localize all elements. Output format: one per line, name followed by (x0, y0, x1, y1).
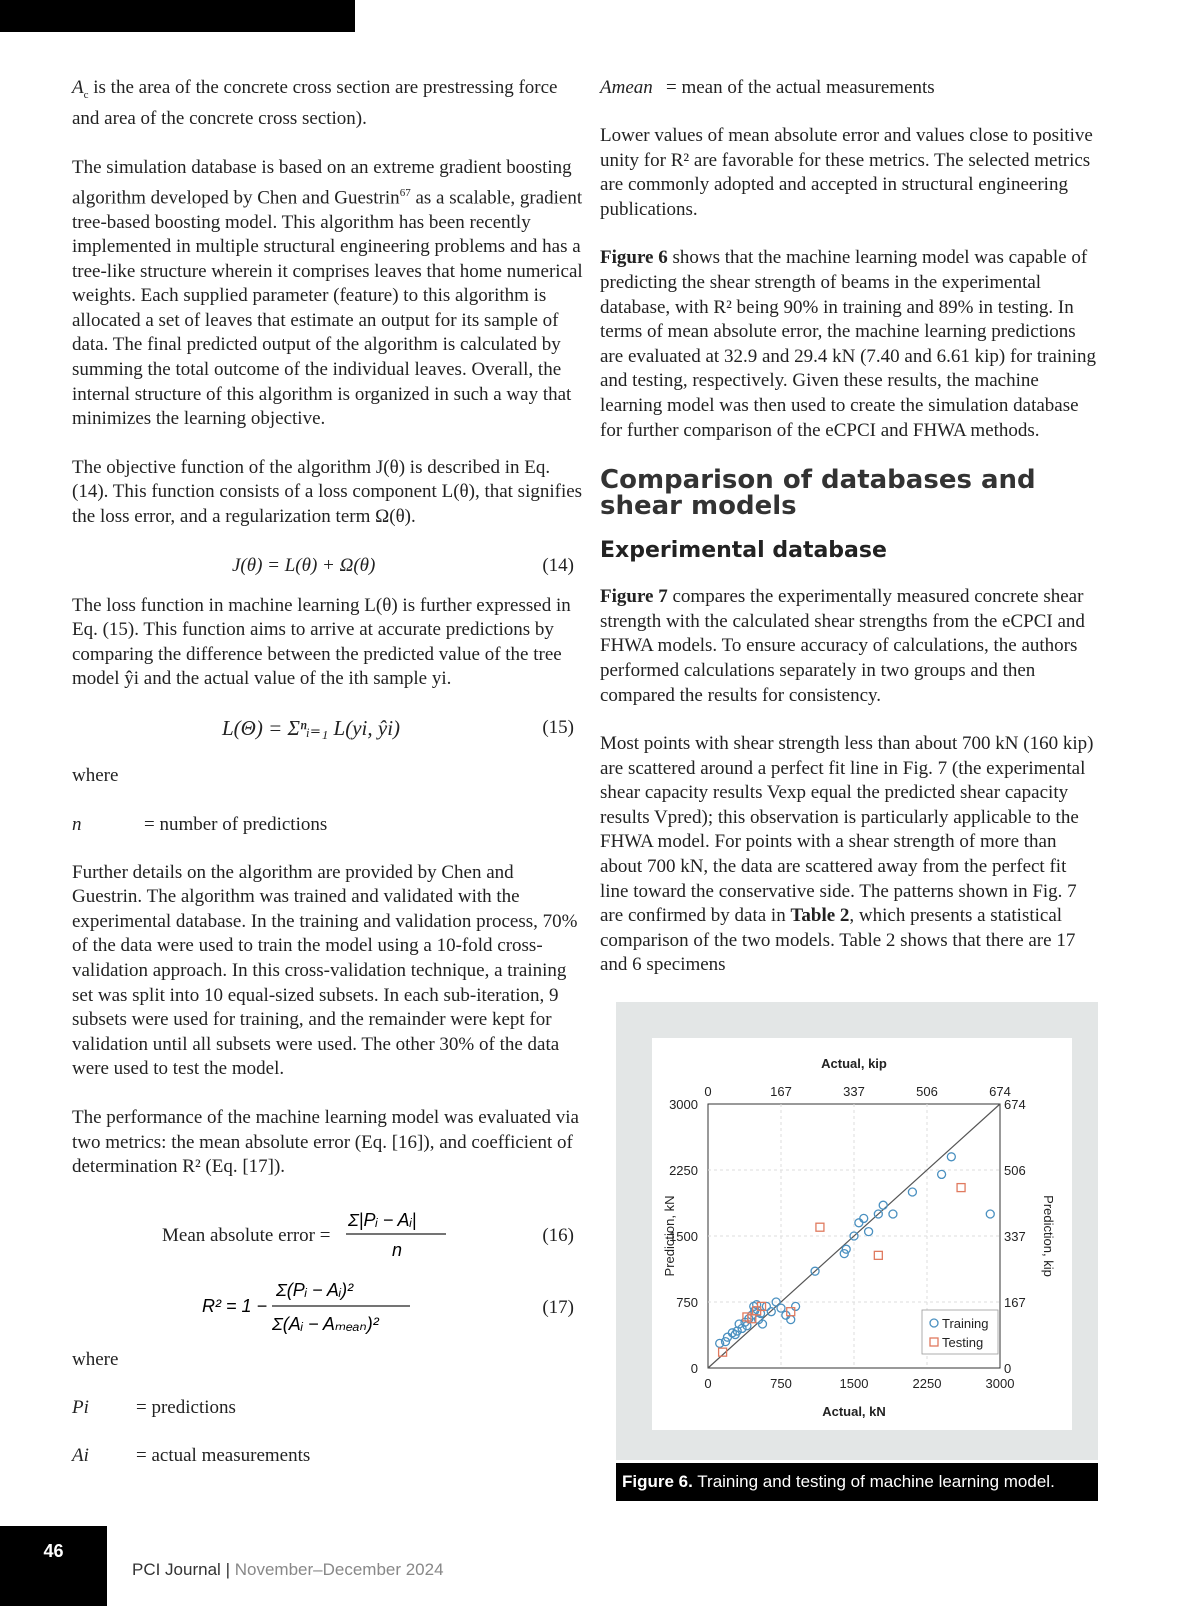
issue-date: November–December 2024 (234, 1560, 444, 1579)
training-point (855, 1219, 863, 1227)
legend-training: Training (942, 1316, 989, 1331)
top-tick-label: 506 (916, 1084, 938, 1099)
subsection-heading: Experimental database (600, 538, 887, 564)
equation-15: L(Θ) = Σⁿᵢ₌₁ L(yi, ŷi) (15) (222, 716, 574, 740)
training-point (860, 1214, 868, 1222)
training-point (792, 1302, 800, 1310)
scatter-chart (652, 1038, 1072, 1430)
legend-testing: Testing (942, 1335, 984, 1350)
where-label: where (72, 765, 119, 786)
top-tick-label: 167 (770, 1084, 792, 1099)
y-tick-label: 2250 (669, 1163, 698, 1178)
right-tick-label: 337 (1004, 1229, 1026, 1244)
mae-fraction (342, 1204, 452, 1264)
top-tick-label: 337 (843, 1084, 865, 1099)
paragraph: Figure 6 shows that the machine learning model was capable of predicting the shear strength of beams in the experimental database, with R² being 90% in training and 89% in testing. In terms of mean absolute error, the machine learning predictions are evaluated at 32.9 and 29.4 kN (7.40 and 6.61 kip) for training and testing, respectively. Given these results, the machine learning model was then used to create the simulation database for further comparison of the eCPCI and FHWA methods. (600, 247, 1096, 441)
ac-definition: $A_c$ is the area of the concrete cross section are prestressing force and area of the concrete cross section). (72, 77, 558, 130)
figure-6 (616, 1002, 1098, 1460)
svg-text:R² = 1 −: R² = 1 − (202, 1295, 268, 1316)
paragraph: The performance of the machine learning model was evaluated via two metrics: the mean absolute error (Eq. [16]), and coefficient of determination R² (Eq. [17]). (72, 1106, 579, 1178)
right-tick-label: 506 (1004, 1163, 1026, 1178)
right-tick-label: 0 (1004, 1361, 1012, 1376)
paragraph: Figure 7 compares the experimentally measured concrete shear strength with the calculated shear strengths from the eCPCI and FHWA models. To ensure accuracy of calculations, the authors performed calculations separately in two groups and then compared the results for consistency. (600, 586, 1085, 706)
x-tick-label: 1500 (839, 1376, 869, 1391)
equation-16: Mean absolute error = Σ|Pᵢ − Aᵢ| n (16) (72, 1204, 584, 1268)
definition-amean: Amean = mean of the actual measurements (600, 77, 935, 98)
svg-text:Σ|Pᵢ − Aᵢ|: Σ|Pᵢ − Aᵢ| (348, 1209, 417, 1230)
x-tick-label: 750 (770, 1376, 792, 1391)
training-point (947, 1153, 955, 1161)
figure-canvas (652, 1038, 1072, 1430)
definition-p: Pi = predictions (72, 1397, 236, 1419)
training-point (938, 1170, 946, 1178)
left-column (72, 76, 584, 1492)
y-tick-label: 1500 (669, 1229, 698, 1244)
training-point (865, 1228, 873, 1236)
training-point (986, 1210, 994, 1218)
where-label: where (72, 1348, 119, 1370)
training-point (879, 1201, 887, 1209)
testing-point (816, 1223, 824, 1231)
x-tick-label: 2250 (912, 1376, 942, 1391)
right-tick-label: 167 (1004, 1295, 1026, 1310)
top-axis-title: Actual, kip (821, 1056, 887, 1071)
paragraph: Further details on the algorithm are provided by Chen and Guestrin. The algorithm was trained and validated with the experimental database. In the training and validation process, 70% of the data were used to train the model using a 10-fold cross-validation approach. In this cross-validation technique, a training set was split into 10 equal-sized subsets. In each sub-iteration, 9 subsets were used for training, and the remainder were kept for validation until all subsets were used. The other 30% of the data were used to test the model. (72, 861, 578, 1080)
training-point (762, 1302, 770, 1310)
legend (922, 1310, 998, 1354)
r2-formula (202, 1268, 422, 1346)
svg-text:Σ(Aᵢ − Aₘₑₐₙ)²: Σ(Aᵢ − Aₘₑₐₙ)² (272, 1313, 379, 1334)
right-column (600, 76, 1098, 1002)
figure-caption: Figure 6. Training and testing of machine learning model. (616, 1463, 1098, 1501)
page-number: 46 (0, 1526, 107, 1606)
testing-point (874, 1251, 882, 1259)
paragraph: The objective function of the algorithm J(θ) is described in Eq. (14). This function consists of a loss component L(θ), that signifies the loss error, and a regularization term Ω(θ). (72, 456, 583, 528)
right-axis-title: Prediction, kip (1041, 1195, 1056, 1277)
equation-14: J(θ) = L(θ) + Ω(θ) (14) (232, 554, 574, 576)
top-tick-label: 674 (989, 1084, 1011, 1099)
y-axis-title: Prediction, kN (662, 1195, 677, 1277)
training-point (767, 1308, 775, 1316)
right-tick-label: 674 (1004, 1097, 1026, 1112)
svg-text:n: n (392, 1239, 403, 1260)
svg-text:Σ(Pᵢ − Aᵢ)²: Σ(Pᵢ − Aᵢ)² (276, 1279, 354, 1300)
header-bar (0, 0, 355, 32)
footer-separator: | (225, 1560, 230, 1579)
x-tick-label: 0 (704, 1376, 712, 1391)
paragraph: The loss function in machine learning L(θ) is further expressed in Eq. (15). This function aims to arrive at accurate predictions by comparing the difference between the predicted value of the tree model ŷi and the actual value of the ith sample yi. (72, 594, 571, 690)
paragraph: The simulation database is based on an extreme gradient boosting algorithm developed by Chen and Guestrin$^{67}$ as a scalable, gradient tree-based boosting model. This algorithm has been recently implemented in multiple structural engineering problems and has a tree-like structure wherein it comprises leaves that home numerical weights. Each supplied parameter (feature) to this algorithm is allocated a set of leaves that estimate an output for its sample of data. The final predicted output of the algorithm is calculated by summing the total outcome of the individual leaves. Overall, the internal structure of this algorithm is organized in such a way that minimizes the learning objective. (72, 156, 583, 430)
x-axis-title: Actual, kN (822, 1404, 886, 1419)
paragraph: Most points with shear strength less than about 700 kN (160 kip) are scattered around a perfect fit line in Fig. 7 (the experimental shear capacity results Vexp equal the predicted shear capacity results Vpred); this observation is particularly applicable to the FHWA model. For points with a shear strength of more than about 700 kN, the data are scattered away from the perfect fit line toward the conservative side. The patterns shown in Fig. 7 are confirmed by data in Table 2, which presents a statistical comparison of the two models. Table 2 shows that there are 17 and 6 specimens (600, 733, 1094, 976)
equation-17: R² = 1 − Σ(Pᵢ − Aᵢ)² Σ(Aᵢ − Aₘₑₐₙ)² (17) (72, 1268, 584, 1348)
x-tick-label: 3000 (985, 1376, 1015, 1391)
definition-n: n = number of predictions (72, 813, 328, 835)
journal-name: PCI Journal (132, 1560, 221, 1579)
y-tick-label: 750 (676, 1295, 698, 1310)
y-tick-label: 0 (690, 1361, 698, 1376)
training-point (908, 1188, 916, 1196)
testing-point (957, 1184, 965, 1192)
section-heading: Comparison of databases and shear models (600, 465, 1036, 522)
y-tick-label: 3000 (669, 1097, 698, 1112)
training-point (787, 1316, 795, 1324)
paragraph: Lower values of mean absolute error and values close to positive unity for R² are favorable for these metrics. The selected metrics are commonly adopted and accepted in structural engineering publications. (600, 125, 1093, 220)
top-tick-label: 0 (704, 1084, 712, 1099)
training-point (889, 1210, 897, 1218)
footer (132, 1560, 444, 1580)
definition-a: Ai = actual measurements (72, 1445, 311, 1467)
